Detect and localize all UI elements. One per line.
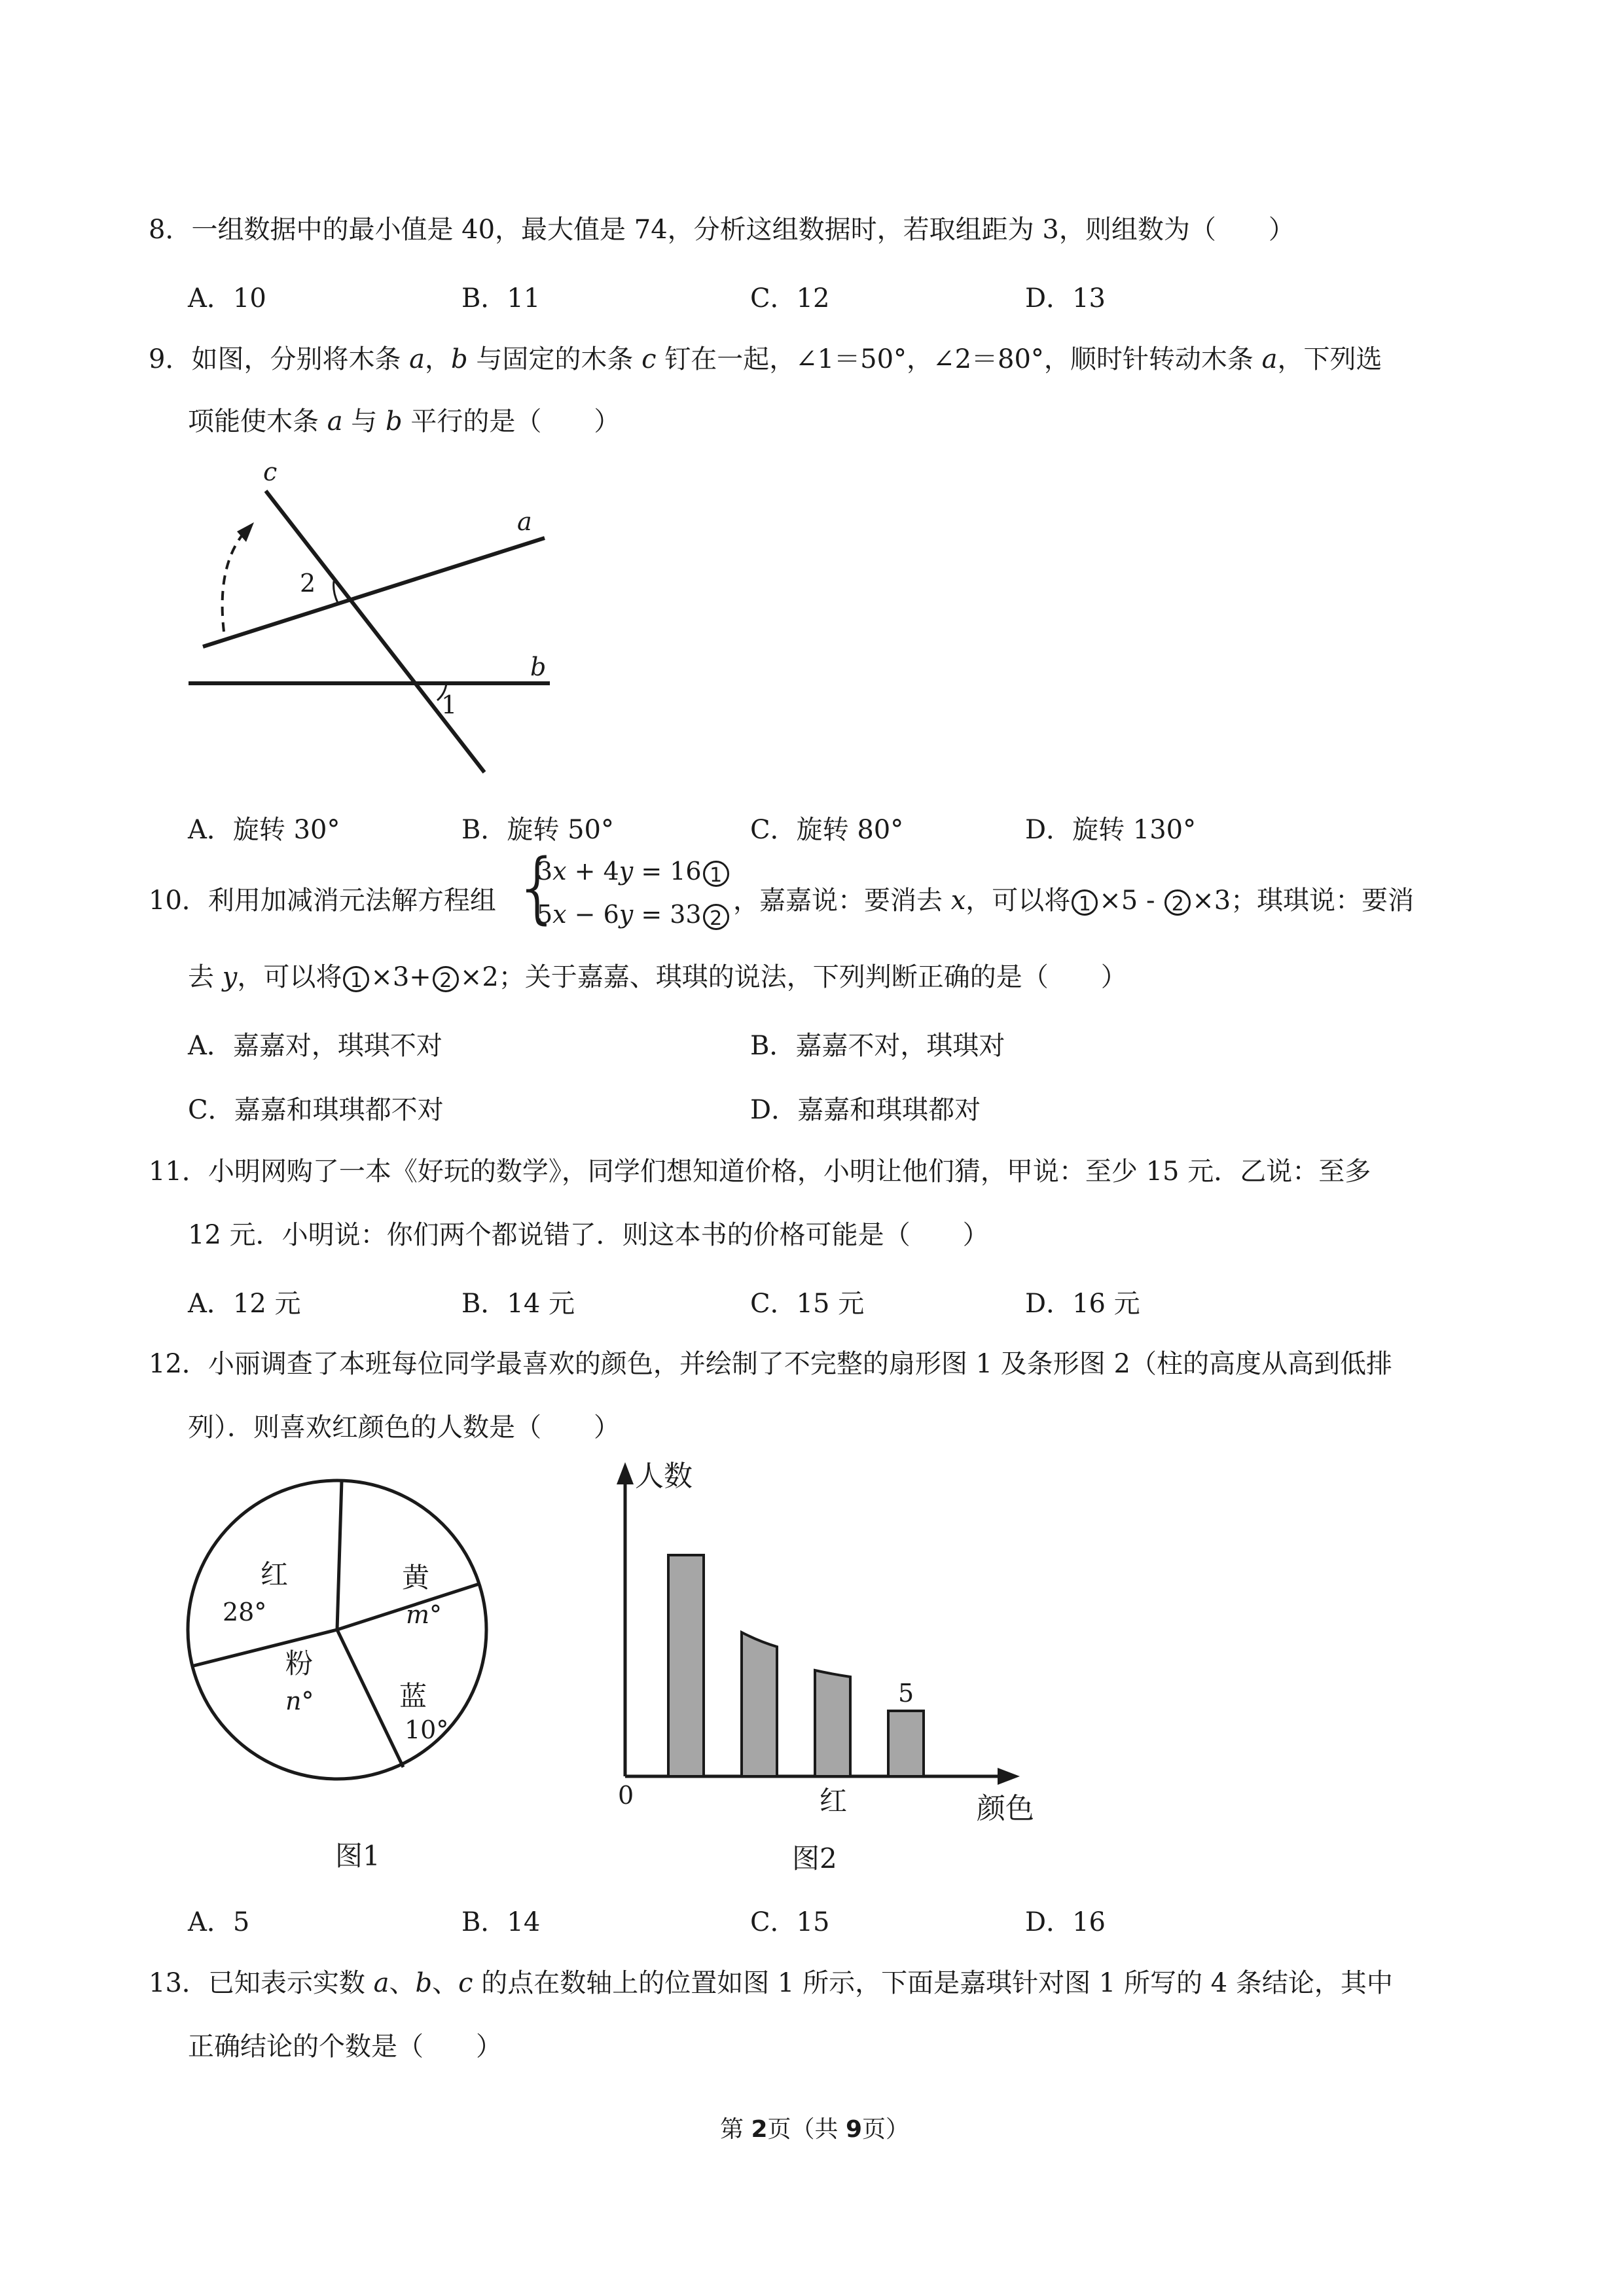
q10-option-a: A．嘉嘉对，琪琪不对 bbox=[188, 1031, 442, 1061]
q9-option-c: C．旋转 80° bbox=[750, 815, 904, 845]
label-2: 2 bbox=[300, 569, 316, 598]
bar-4-value-label: 5 bbox=[898, 1679, 914, 1708]
sector-blue-angle: 10° bbox=[405, 1715, 449, 1744]
sector-pink-angle: n° bbox=[285, 1687, 314, 1715]
q10-brace: { bbox=[513, 842, 563, 932]
bar-1 bbox=[668, 1555, 704, 1776]
q9-option-a: A．旋转 30° bbox=[188, 815, 340, 845]
sector-blue-name: 蓝 bbox=[399, 1680, 427, 1712]
q11-option-b: B．14 元 bbox=[461, 1289, 575, 1319]
x-axis-arrow bbox=[998, 1768, 1020, 1785]
q10-option-b: B．嘉嘉不对，琪琪对 bbox=[750, 1031, 1005, 1061]
q12-option-d: D．16 bbox=[1025, 1907, 1106, 1937]
q8-option-b: B．11 bbox=[461, 283, 541, 314]
q10-equation-1: 3𝑥 + 4𝑦 = 16 1 bbox=[537, 855, 731, 888]
q8-stem: 8．一组数据中的最小值是 40，最大值是 74，分析这组数据时，若取组距为 3，则组数为（ ） bbox=[149, 215, 1295, 245]
label-c: c bbox=[263, 458, 278, 486]
q8-option-c: C．12 bbox=[750, 283, 830, 314]
sector-red-angle: 28° bbox=[223, 1598, 267, 1626]
q11-option-c: C．15 元 bbox=[750, 1289, 865, 1319]
bar-4 bbox=[888, 1711, 924, 1776]
q12-stem-line2: 列）．则喜欢红颜色的人数是（ ） bbox=[188, 1412, 620, 1443]
current-page: 2 bbox=[751, 2116, 768, 2143]
pie-caption: 图1 bbox=[335, 1840, 380, 1872]
q10-equation-2: 5𝑥 − 6𝑦 = 33 2 bbox=[537, 898, 731, 931]
page-footer: 第 2页（共 9页） bbox=[720, 2116, 910, 2143]
sector-yellow-angle: m° bbox=[406, 1600, 442, 1629]
q8-option-a: A．10 bbox=[188, 283, 266, 314]
pie-figure bbox=[183, 1473, 497, 1892]
q10-option-d: D．嘉嘉和琪琪都对 bbox=[750, 1095, 981, 1125]
q12-stem-line1: 12．小丽调查了本班每位同学最喜欢的颜色，并绘制了不完整的扇形图 1 及条形图 2（柱的高度从高到低排 bbox=[149, 1349, 1392, 1379]
pie-divider-left bbox=[191, 1630, 337, 1666]
q9-figure bbox=[177, 458, 569, 785]
q13-stem-line1: 13．已知表示实数 a、b、c 的点在数轴上的位置如图 1 所示，下面是嘉琪针对图 1 所写的 4 条结论，其中 bbox=[149, 1968, 1393, 1998]
q12-option-a: A．5 bbox=[188, 1907, 250, 1937]
q8-option-d: D．13 bbox=[1025, 283, 1106, 314]
rotation-arrow bbox=[223, 529, 247, 632]
q9-option-b: B．旋转 50° bbox=[461, 815, 615, 845]
q11-option-a: A．12 元 bbox=[188, 1289, 301, 1319]
red-category-label: 红 bbox=[820, 1785, 848, 1817]
q12-option-b: B．14 bbox=[461, 1907, 541, 1937]
origin-label: 0 bbox=[618, 1781, 634, 1810]
label-a: a bbox=[517, 507, 532, 536]
q9-option-d: D．旋转 130° bbox=[1025, 815, 1197, 845]
x-axis-label: 颜色 bbox=[977, 1792, 1034, 1825]
total-pages: 9 bbox=[845, 2116, 863, 2143]
y-axis-label: 人数 bbox=[635, 1460, 693, 1493]
q11-stem-line2: 12 元．小明说：你们两个都说错了．则这本书的价格可能是（ ） bbox=[188, 1220, 989, 1250]
q11-stem-line1: 11．小明网购了一本《好玩的数学》，同学们想知道价格，小明让他们猜，甲说：至少 15 元．乙说：至多 bbox=[149, 1157, 1371, 1187]
q10-stem-line2: 去 y，可以将 1 ×3+ 2 ×2；关于嘉嘉、琪琪的说法，下列判断正确的是（ ） bbox=[188, 962, 1127, 992]
pie-divider-top bbox=[337, 1480, 342, 1630]
label-b: b bbox=[530, 653, 547, 681]
q10-stem-line1-rest: ，嘉嘉说：要消去 x，可以将 1 ×5 - 2 ×3；琪琪说：要消 bbox=[733, 886, 1415, 916]
q10-prefix: 10．利用加减消元法解方程组 bbox=[149, 886, 496, 916]
q10-option-c: C．嘉嘉和琪琪都不对 bbox=[188, 1095, 444, 1125]
pie-divider-bottom bbox=[337, 1630, 403, 1767]
y-axis-arrow bbox=[617, 1462, 634, 1484]
q12-option-c: C．15 bbox=[750, 1907, 830, 1937]
bar-figure bbox=[602, 1460, 1060, 1892]
q13-stem-line2: 正确结论的个数是（ ） bbox=[188, 2032, 502, 2062]
bar-caption: 图2 bbox=[792, 1842, 837, 1874]
sector-pink-name: 粉 bbox=[285, 1647, 314, 1679]
q9-stem-line2: 项能使木条 a 与 b 平行的是（ ） bbox=[188, 406, 621, 437]
bar-3-red bbox=[815, 1670, 850, 1776]
q11-option-d: D．16 元 bbox=[1025, 1289, 1140, 1319]
bar-2 bbox=[742, 1632, 777, 1776]
sector-yellow-name: 黄 bbox=[402, 1562, 430, 1594]
label-1: 1 bbox=[441, 691, 458, 719]
sector-red-name: 红 bbox=[261, 1558, 289, 1590]
line-c bbox=[266, 491, 484, 772]
q9-stem-line1: 9．如图，分别将木条 a，b 与固定的木条 c 钉在一起，∠1＝50°，∠2＝80°，顺时针转动木条 a，下列选 bbox=[149, 344, 1382, 374]
